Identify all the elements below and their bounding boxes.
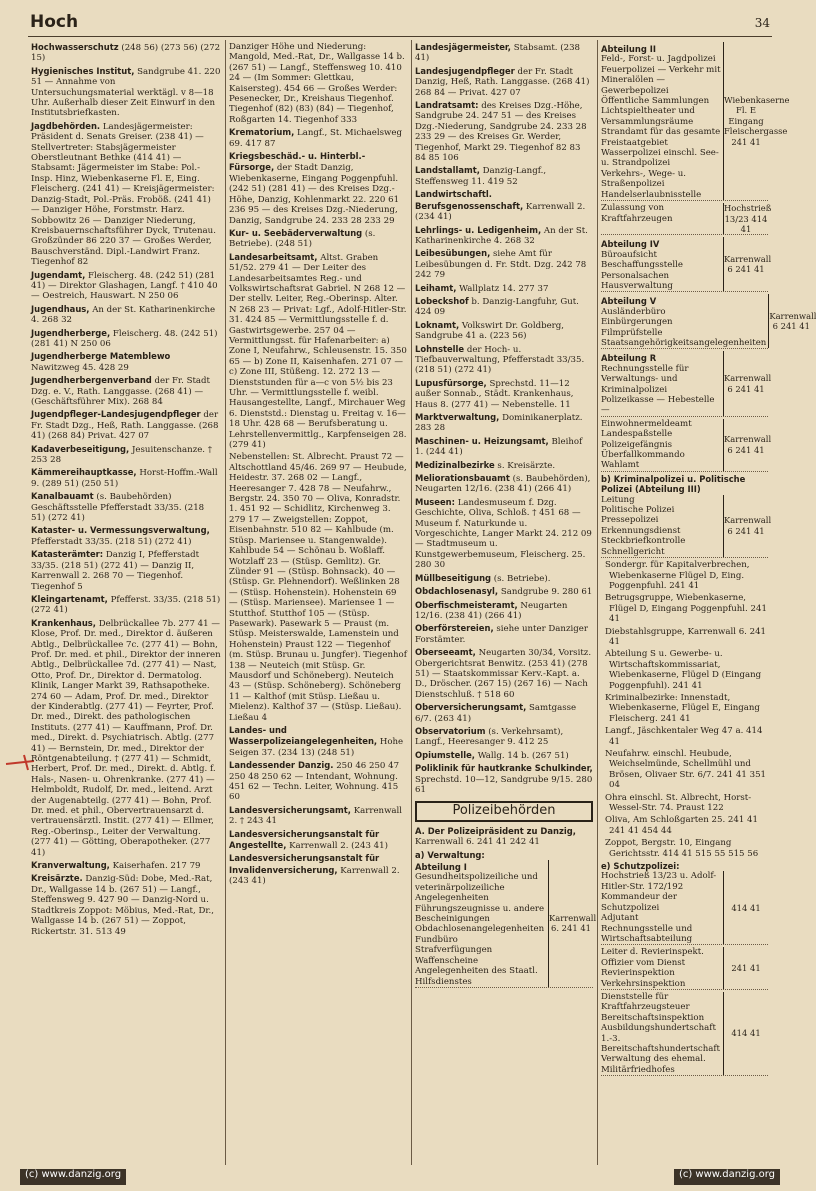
directory-entry — [415, 412, 593, 434]
column-3 — [412, 40, 598, 1165]
bracket-items — [601, 42, 724, 200]
kripo-entry: Langf., Jäschkentaler Weg 47 a. 414 41 — [605, 726, 763, 747]
entry-heading: Lobeckshof — [415, 295, 469, 306]
page-header — [30, 12, 770, 36]
group-item: Ausbildungshundertschaft — [601, 1023, 716, 1034]
entry-heading: Leihamt, — [415, 282, 457, 293]
police-intro — [415, 826, 593, 848]
bracket-items — [601, 203, 724, 234]
group-location: Karrenwall 6 241 41 — [724, 434, 772, 455]
directory-entry — [415, 750, 593, 761]
entry-text: Landesmuseum f. Dzg. Geschichte, Oliva, Schloß. † 451 68 — Museum f. Naturkunde u. Vorgeschichte, Langer Markt 24. 212 09 — Stadtmuseum u. Kunstgewerbemuseum, Fleischerg. 25. 280 30 — [415, 497, 592, 571]
directory-entry — [229, 252, 407, 451]
bracket-items — [601, 419, 724, 471]
group-location: Karrenwall 6 241 41 — [724, 515, 772, 536]
group-item: Gewerbepolizei — [601, 85, 669, 96]
entry-heading: Kanalbauamt — [31, 491, 94, 502]
entry-text: der Hoch- u. Tiefbauverwaltung, Pfefferstadt 33/35. (218 51) (272 41) — [415, 344, 585, 376]
directory-entry — [415, 100, 593, 163]
group-item: Polizeikasse — Hebestelle — — [601, 395, 715, 416]
bracket-items — [601, 871, 724, 944]
group-location: Karrenwall 6 241 41 — [769, 310, 816, 332]
entry-text: (s. Betriebe). (248 51) — [229, 228, 376, 250]
group-item: Leiter d. Revierinspekt. — [601, 947, 704, 958]
entry-text: Sprechstd. 11—12 außer Sonnab., Städt. Krankenhaus, Haus 8. (277 41) — Nebenstelle. 11 — [415, 378, 574, 410]
footer-right: (c) www.danzig.org — [674, 1169, 780, 1185]
directory-entry — [229, 853, 407, 886]
entry-text: Danzig I, Pfefferstadt 33/35. (218 51) (272 41) — Danzig II, Karrenwall 2. 268 70 — Tiegenhof. Tiegenhof 5 — [31, 550, 200, 592]
entry-heading: Lohnstelle — [415, 343, 465, 354]
entry-text: Hohe Seigen 37. (234 13) (248 51) — [229, 737, 404, 758]
group-item: Gesundheitspolizeiliche und veterinärpolizeiliche Angelegenheiten — [415, 872, 538, 904]
entry-text: Nawitzweg 45. 428 29 — [31, 362, 129, 373]
group-item: Obdachlosenangelegenheiten — [415, 924, 545, 935]
entry-heading: Obdachlosenasyl, — [415, 586, 499, 597]
bracket-group — [415, 860, 597, 988]
group-item: Erkennungsdienst — [601, 525, 681, 536]
entry-heading: Kleingartenamt, — [31, 593, 108, 604]
directory-entry — [415, 600, 593, 622]
group-item: Offizier vom Dienst — [601, 957, 686, 968]
directory-entry — [415, 436, 593, 458]
entry-text: Horst-Hoffm.-Wall 9. (289 51) (250 51) — [31, 468, 218, 489]
group-location: Karrenwall 6 241 41 — [724, 373, 772, 394]
entry-text: Kaiserhafen. 217 79 — [112, 861, 201, 872]
entry-text: Karrenwall 2. (234 41) — [415, 201, 586, 223]
directory-entry — [31, 121, 221, 268]
directory-entry — [415, 378, 593, 410]
entry-text: 250 46 250 47 250 48 250 62 — Intendant, Wohnung. 451 62 — Techn. Leiter, Wohnung. 415 60 — [229, 761, 400, 803]
bracket-group — [601, 42, 790, 201]
group-item: Strafverfügungen — [415, 945, 493, 956]
entry-heading: Landwirtschaftl. Berufsgenossenschaft, — [415, 189, 524, 211]
group-location: Hochstrieß 13/23 414 41 — [724, 203, 772, 234]
entry-text: Bleihof 1. (244 41) — [415, 436, 583, 458]
entry-heading: Müllbeseitigung — [415, 572, 492, 583]
entry-heading: Landesversicherungsamt, — [229, 804, 351, 815]
entry-heading: Lehrlings- u. Ledigenheim, — [415, 224, 542, 235]
entry-text: Neugarten 12/16. (238 41) (266 41) — [415, 600, 568, 621]
entry-heading: Leibesübungen, — [415, 248, 491, 259]
group-item: Verkehrs-, Wege- u. Straßenpolizei — [601, 168, 687, 190]
police-intro-heading: A. Der Polizeipräsident zu Danzig, — [415, 825, 576, 836]
entry-text: Sandgrube 9. 280 61 — [500, 587, 593, 598]
entry-text: Samtgasse 6/7. (263 41) — [415, 703, 577, 724]
group-item: Feuerpolizei — Verkehr mit Mineralölen — — [601, 64, 721, 86]
entry-text: Danzig-Süd: Dobe, Med.-Rat, Dr., Wallgasse 14 b. (267 51) — Langf., Steffensweg 9. 427 90 — Danzig-Nord u. Stadtkreis Zoppot: Möbius, Med.-Rat, Dr., Wallgasse 14 b. (267 51) — Zoppot, Rickertstr. 31. 513 49 — [31, 874, 214, 937]
entry-text: (s. Betriebe). — [493, 573, 551, 584]
entry-text: siehe Amt für Leibesübungen d. Fr. Stdt. Dzg. 242 78 242 79 — [415, 249, 587, 281]
group-item: Überfallkommando — [601, 450, 685, 461]
entry-text: (s. Baubehörden) Geschäftsstelle Pfefferstadt 33/35. (218 51) (272 41) — [31, 492, 205, 524]
entry-text: der Fr. Stadt Dzg., Heß, Rath. Langgasse. (268 41) (268 84) Privat. 427 07 — [31, 410, 219, 442]
group-title: Abteilung R — [601, 353, 657, 364]
entry-text: Neugarten 30/34, Vorsitz. Obergerichtsrat Benwitz. (253 41) (278 51) — Staatskommissar Kerv.-Kapt. a. D., Dröscher. (267 15) (267 16) — Nach Dienstschluß. † 518 60 — [415, 648, 592, 700]
police-subsection: a) Verwaltung: — [415, 849, 485, 860]
entry-heading: Oberversicherungsamt, — [415, 702, 527, 713]
entry-text: Karrenwall 2. † 243 41 — [229, 805, 403, 827]
bracket-group — [601, 237, 772, 292]
schupo-heading: e) Schutzpolizei: — [601, 861, 680, 872]
group-item: Verkehrsinspektion — [601, 978, 686, 989]
directory-entry — [415, 296, 593, 318]
entry-heading: Maschinen- u. Heizungsamt, — [415, 435, 549, 446]
group-title: Abteilung II — [601, 44, 656, 54]
header-rule — [28, 36, 772, 37]
entry-text: Jesuitenschanze. † 253 28 — [31, 444, 213, 466]
entry-heading: Landesarbeitsamt, — [229, 251, 318, 262]
entry-heading: Landesjugendpfleger — [415, 65, 515, 76]
directory-entry — [31, 328, 221, 350]
directory-entry — [415, 623, 593, 645]
entry-text: b. Danzig-Langfuhr, Gut. 424 09 — [415, 296, 579, 318]
entry-heading: Katasterämter: — [31, 549, 104, 560]
entry-text: (s. Baubehörden), Neugarten 12/16. (238 41) (266 41) — [415, 474, 591, 495]
bracket-group — [601, 992, 768, 1076]
entry-text: An der St. Katharinenkirche 4. 268 32 — [415, 225, 588, 246]
directory-entry — [31, 304, 221, 326]
directory-entry — [415, 726, 593, 748]
kripo-entry: Neufahrw. einschl. Heubude, Weichselmünde, Schellmühl und Brösen, Olivaer Str. 6/7. 241 41 351 04 — [605, 749, 767, 791]
group-item: Landespaßstelle — [601, 429, 673, 440]
group-title: Abteilung IV — [601, 239, 660, 250]
entry-heading: Hochwasserschutz — [31, 42, 119, 52]
group-item: Fundbüro — [415, 934, 458, 945]
entry-text: Danziger Höhe und Niederung: Mangold, Med.-Rat, Dr., Wallgasse 14 b. (267 51) — Langf., Steffensweg 10. 410 24 — (Im Sommer: Glettkau, Kaisersteg). 454 66 — Großes Werder: Pesenecker, Dr., Kreishaus Tiegenhof. Tiegenhof (82) (83) (84) — Tiegenhof, Roßgarten 14. Tiegenhof 333 — [229, 42, 405, 125]
entry-heading: Landes- und Wasserpolizeiangelegenheiten, — [229, 725, 378, 747]
entry-heading: Kataster- u. Vermessungsverwaltung, — [31, 525, 210, 536]
entry-text: siehe unter Danziger Forstämter. — [415, 624, 588, 645]
group-item: Staatsangehörigkeitsangelegenheiten — [601, 337, 767, 348]
entry-heading: Jugendpfleger-Landesjugendpfleger — [31, 409, 201, 420]
entry-text: Langf., St. Michaelsweg 69. 417 87 — [229, 128, 402, 149]
entry-text: Pfefferst. 33/35. (218 51) (272 41) — [31, 594, 221, 616]
group-item: Hausverwaltung — [601, 280, 673, 291]
entry-text: Nebenstellen: St. Albrecht. Praust 72 — Altschottland 45/46. 269 97 — Heubude, Heidestr. 37. 268 02 — Langf., Heeresanger 7. 428 78 — Neufahrw., Bergstr. 24. 350 70 — Oliva, Konradstr. 1. 451 92 — Schidlitz, Kirchenweg 3. 279 17 — Zweigstellen: Zoppot, Eisenbahnstr. 510 82 — Kahlbude (m. Stüsp. Mariensee u. Stangenwalde). Kahlbude 54 — Schönau b. Woßlaff. Wotzlaff 23 — (Stüsp. Gemlitz). Gr. Zünder 91 — (Stüsp. Bohnsack). 40 — (Stüsp. Gr. Plehnendorf). Weßlinken 28 — (Stüsp. Hohenstein). Hohenstein 69 — (Stüsp. Mariensee). Mariensee 1 — Stutthof. Stutthof 105 — (Stüsp. Pasewark). Pasewark 5 — Praust (m. Stüsp. Meisterswalde, Lamenstein und Hohenstein) Praust 122 — Tiegenhof (m. Stüsp. Brunau u. Jungfer). Tiegenhof 138 — Neuteich (mit Stüsp. Gr. Mausdorf und Schöneberg). Neuteich 43 — (Stüsp. Schöneberg). Schöneberg 11 — Kalthof (mit Stüsp. Ließau u. Mielenz). Kalthof 37 — (Stüsp. Ließau). Ließau 4 — [229, 452, 407, 723]
directory-entry — [31, 467, 221, 489]
directory-entry — [31, 549, 221, 592]
kripo-entry: Abteilung S u. Gewerbe- u. Wirtschaftskommissariat, Wiebenkaserne, Flügel D (Eingang Poggenpfuhl). 241 41 — [605, 649, 762, 691]
entry-text: Fleischerg. 48. (242 51) (281 41) N 250 06 — [31, 328, 218, 349]
group-item: Leitung — [601, 494, 635, 505]
group-item: Schnellgericht — [601, 546, 665, 557]
footer-left: (c) www.danzig.org — [20, 1169, 126, 1185]
directory-entry — [415, 573, 593, 584]
entry-text: (s. Verkehrsamt), Langf., Heeresanger 9. 412 25 — [415, 726, 564, 748]
bracket-group — [601, 871, 768, 945]
entry-text: Volkswirt Dr. Goldberg, Sandgrube 41 a. (223 56) — [415, 320, 565, 342]
directory-entry — [31, 525, 221, 547]
bracket-items — [601, 992, 724, 1075]
entry-heading: Kranverwaltung, — [31, 860, 110, 871]
entry-heading: Hygienisches Institut, — [31, 65, 135, 76]
entry-heading: Jugendherberge Matemblewo — [31, 351, 171, 362]
entry-text: Delbrückallee 7b. 277 41 — Klose, Prof. Dr. med., Direktor d. äußeren Abtlg., Delbrückallee 7c. (277 41) — Bohn, Prof. Dr. med. et phil., Direktor der inneren Abtlg., Delbrückallee 7d. (277 41) — Nast, Otto, Prof. Dr., Direktor d. Dermatolog. Klinik, Langer Markt 39, Rathsapotheke. 274 60 — Adam, Prof. Dr. med., Direktor der Kinderabtlg. (277 41) — Feyrter, Prof. Dr. med., Direkt. des pathologischen Instituts. (277 41) — Kauffmann, Prof. Dr. med., Direkt. d. Psychiatrisch. Abtlg. (277 41) — Bernstein, Dr. med., Direktor der Röntgenabteilung. † (277 41) — Schmidt, Herbert, Prof. Dr. med., Direkt. d. Abtlg. f. Hals-, Nasen- u. Ohrenkranke. (277 41) — Helmboldt, Rudolf, Dr. med., leitend. Arzt der Augenabteilg. (277 41) — Bohn, Prof. Dr. med. et phil., Obervertrauensarzt d. vertrauensärztl. Instit. (277 41) — Ellmer, Reg.-Oberinsp., Leiter der Verwaltung. (277 41) — Götting, Oberapotheker. (277 41) — [31, 618, 221, 858]
entry-heading: Jugendherberge, — [31, 327, 111, 338]
bracket-items — [601, 351, 724, 415]
directory-entry — [415, 763, 593, 795]
entry-heading: Kreisärzte. — [31, 873, 83, 884]
bracket-group — [601, 203, 772, 235]
directory-entry — [31, 491, 221, 523]
group-item: Zulassung von Kraftfahrzeugen — [601, 203, 673, 224]
entry-heading: Oberfischmeisteramt, — [415, 599, 518, 610]
entry-heading: Krematorium, — [229, 127, 295, 138]
entry-text: Pfefferstadt 33/35. (218 51) (272 41) — [31, 536, 192, 547]
entry-text: Karrenwall 2. (243 41) — [229, 865, 400, 887]
entry-heading: Meliorationsbauamt — [415, 473, 510, 484]
directory-entry — [31, 409, 221, 441]
group-item: Beschaffungsstelle — [601, 260, 683, 271]
directory-entry — [415, 586, 593, 597]
entry-text: Sprechstd. 10—12, Sandgrube 9/15. 280 61 — [415, 774, 593, 795]
entry-text: Danzig-Langf., Steffensweg 11. 419 52 — [415, 166, 547, 187]
entry-heading: Kadaverbeseitigung, — [31, 443, 130, 454]
kripo-entry: Sondergr. für Kapitalverbrechen, Wiebenkaserne Flügel D, Eing. Poggenpfuhl. 241 41 — [605, 560, 750, 591]
directory-entry — [415, 320, 593, 342]
group-item: Filmprüfstelle — [601, 327, 663, 338]
directory-entry — [415, 702, 593, 724]
directory-entry — [31, 594, 221, 616]
directory-entry — [31, 860, 221, 871]
directory-entry — [31, 42, 221, 64]
directory-entry — [229, 805, 407, 827]
entry-text: der Fr. Stadt Dzg. e. V., Rath. Langgasse. (268 41) — (Geschäftsführer Mix). 268 84 — [31, 376, 210, 407]
entry-heading: Museen: — [415, 496, 455, 507]
group-location: Wiebenkaserne Fl. E Eingang Fleischergasse 241 41 — [724, 95, 790, 147]
directory-entry — [415, 497, 593, 571]
group-item: Revierinspektion — [601, 968, 675, 979]
entry-text: Fleischerg. 48. (242 51) (281 41) — Direktor Glashagen, Langf. † 410 40 — Oestreich, Hauswart. N 250 06 — [31, 270, 218, 302]
bracket-items — [601, 947, 724, 989]
entry-text: Landesjägermeister: Präsident d. Senats Greiser. (238 41) — Stellvertreter: Stabsjägermeister Oberstleutnant Bethke (414 41) — Stabsamt: Jägermeister im Stabe: Pol.-Insp. Hinz, Wiebenkaserne Fl. E, Eing. Fleischerg. (241 41) — Kreisjägermeister: Danzig-Stadt, Pol.-Präs. Froböß. (241 41) — Danziger Höhe, Forstmstr. Harz. Sobbowitz 26 — Danziger Niederung, Kreisbauernschaftsführer Dyck, Trutenau. Großzünder 86 220 37 — Großes Werder, Bauschverständ. Dipl.-Landwirt Franz. Tiegenhof 82 — [31, 121, 216, 268]
entry-text: Stabsamt. (238 41) — [415, 43, 581, 64]
entry-heading: Kriegsbeschäd.- u. Hinterbl.-Fürsorge, — [229, 151, 366, 173]
entry-text: An der St. Katharinenkirche 4. 268 32 — [31, 304, 216, 326]
kripo-entry: Zoppot, Bergstr. 10, Eingang Gerichtsstr. 414 41 515 55 515 56 — [605, 838, 759, 859]
group-item: Wahlamt — [601, 460, 640, 471]
directory-entry — [415, 344, 593, 376]
group-item: Verwaltung des ehemal. Militärfriedhofes — [601, 1054, 706, 1075]
entry-text: der Stadt Danzig, Wiebenkaserne, Eingang Poggenpfuhl. (242 51) (281 41) — des Kreises Dzg.-Höhe, Danzig, Kohlenmarkt 22. 220 61 236 95 — des Kreises Dzg.-Niederung, Danzig, Sandgrube 24. 233 28 233 29 — [229, 163, 400, 226]
group-item: Steckbriefkontrolle — [601, 536, 686, 547]
entry-heading: Medizinalbezirke — [415, 459, 495, 470]
group-item: Angelegenheiten des Staatl. Hilfsdienstes — [415, 966, 538, 987]
group-item: Rechnungsstelle und Wirtschaftsabteilung — [601, 923, 693, 944]
column-1 — [28, 40, 226, 1165]
entry-heading: Marktverwaltung, — [415, 412, 500, 422]
group-item: Waffenscheine — [415, 955, 479, 966]
bracket-group — [601, 947, 768, 990]
group-item: Lichtspieltheater und Versammlungsräume — [601, 106, 695, 127]
entry-heading: Lupusfürsorge, — [415, 377, 487, 388]
kripo-entry: Oliva, Am Schloßgarten 25. 241 41 241 41 454 44 — [605, 815, 758, 836]
directory-entry — [415, 473, 593, 495]
entry-heading: Landesversicherungsanstalt für Angestellte, — [229, 828, 380, 851]
kripo-entry: Diebstahlsgruppe, Karrenwall 6. 241 41 — [605, 626, 767, 647]
group-item: Polizeigefängnis — [601, 439, 673, 450]
entry-text: des Kreises Dzg.-Höhe, Sandgrube 24. 247 51 — des Kreises Dzg.-Niederung, Sandgrube 24. 233 28 233 29 — des Kreises Gr. Werder, Tiegenhof, Markt 29. Tiegenhof 82 83 84 85 106 — [415, 101, 587, 164]
entry-heading: Landesjägermeister, — [415, 42, 511, 52]
entry-heading: Poliklinik für hautkranke Schulkinder, — [415, 763, 593, 774]
page-number: 34 — [754, 16, 770, 30]
group-item: Ausländerbüro — [601, 306, 666, 317]
entry-heading: Oberseeamt, — [415, 647, 476, 658]
entry-text: der Fr. Stadt Danzig, Heß, Rath. Langgasse. (268 41) 268 84 — Privat. 427 07 — [415, 66, 590, 98]
bracket-group — [601, 418, 772, 472]
group-location: 241 41 — [731, 962, 761, 973]
group-title: Abteilung V — [601, 296, 657, 307]
group-item: Dienststelle für Kraftfahrzeugsteuer — [601, 991, 690, 1013]
directory-entry — [31, 873, 221, 936]
directory-entry — [415, 283, 593, 294]
entry-heading: Oberförstereien, — [415, 623, 494, 634]
entry-heading: Landesversicherungsanstalt für Invalidenversicherung, — [229, 853, 380, 875]
directory-entry — [229, 127, 407, 149]
entry-heading: Landratsamt: — [415, 100, 479, 111]
group-item: Bereitschaftsinspektion — [601, 1012, 705, 1023]
group-item: Einbürgerungen — [601, 317, 673, 328]
bracket-group — [601, 294, 816, 349]
directory-entry — [415, 225, 593, 247]
entry-text: Altst. Graben 51/52. 279 41 — Der Leiter des Landesarbeitsamtes Reg.- und Volkswirtschaftsrat Gabriel. N 268 12 — Der stellv. Leiter, Reg.-Oberinsp. Alter. N 268 23 — Privat: Lgf., Adolf-Hitler-Str. 31. 424 85 — Vermittlungsstelle f. d. Gastwirtsgewerbe. 257 04 — Vermittlungsst. für Hafenarbeiter: a) Zone I, Neufahrw., Schleusenstr. 15. 350 65 — b) Zone II, Kaisenhafen. 271 07 — c) Zone III, Stüßeng. 12. 272 13 — Dienststunden für a—c von 5½ bis 23 Uhr. — Vermittlungsstelle f. weibl. Hausangestellte, Langf., Mirchauer Weg 6. Dienststd.: Dienstag u. Freitag v. 16—18 Uhr. 428 68 — Berufsberatung u. Lehrstellenvermittlg., Karpfenseigen 28. (279 41) — [229, 252, 407, 451]
entry-heading: Loknamt, — [415, 319, 460, 330]
group-item: Strandamt für das gesamte Freistaatgebiet — [601, 127, 721, 148]
directory-entry — [229, 829, 407, 852]
entry-text: Dominikanerplatz. 283 28 — [415, 413, 583, 434]
directory-entry — [229, 760, 407, 803]
column-4 — [598, 40, 816, 1165]
entry-heading: Kämmereihauptkasse, — [31, 467, 137, 478]
group-location: Karrenwall 6 241 41 — [724, 253, 772, 275]
group-item: Führungszeugnisse u. andere Bescheinigungen — [415, 903, 545, 925]
entry-heading: Jagdbehörden. — [31, 120, 101, 131]
directory-entry — [229, 228, 407, 250]
directory-entry — [31, 444, 221, 466]
bracket-items — [415, 860, 549, 987]
entry-heading: Jugendherbergenverband — [31, 375, 152, 386]
directory-entry — [415, 647, 593, 700]
group-item: Feld-, Forst- u. Jagdpolizei — [601, 54, 716, 65]
entry-heading: Kur- u. Seebäderverwaltung — [229, 227, 363, 238]
group-item: Hochstrieß 13/23 u. Adolf-Hitler-Str. 172/192 — [601, 871, 717, 892]
group-title: Abteilung I — [415, 862, 467, 873]
group-location: 414 41 — [731, 902, 761, 913]
entry-text: (248 56) (273 56) (272 15) — [31, 43, 221, 64]
group-item: Rechnungsstelle für Verwaltungs- und Kriminalpolizei — [601, 363, 689, 395]
directory-entry — [229, 452, 407, 723]
footer — [20, 1169, 780, 1185]
group-item: Wasserpolizei einschl. See- u. Strandpolizei — [601, 148, 719, 169]
directory-entry — [31, 270, 221, 302]
directory-entry — [31, 618, 221, 858]
entry-heading: Observatorium — [415, 725, 486, 736]
entry-heading: Jugendhaus, — [31, 303, 90, 314]
police-section-heading: Polizeibehörden — [415, 801, 593, 821]
directory-entry — [229, 725, 407, 758]
group-location: Karrenwall 6. 241 41 — [549, 913, 597, 934]
group-item: Einwohnermeldeamt — [601, 418, 692, 429]
group-item: Büroaufsicht — [601, 249, 657, 260]
bracket-items — [601, 495, 724, 557]
directory-entry — [31, 66, 221, 119]
directory-entry — [229, 42, 407, 125]
group-item: Handelserlaubnisstelle — [601, 189, 702, 200]
directory-columns — [28, 40, 816, 1165]
entry-text: Wallplatz 14. 277 37 — [459, 283, 549, 294]
entry-heading: Landstallamt, — [415, 165, 480, 176]
directory-entry — [415, 66, 593, 98]
directory-entry — [415, 460, 593, 471]
group-item: Personalsachen — [601, 270, 670, 281]
group-item: Politische Polizei — [601, 505, 675, 516]
bracket-items — [601, 237, 724, 291]
bracket-items — [601, 294, 769, 348]
kripo-entry: Ohra einschl. St. Albrecht, Horst-Wessel-Str. 74. Praust 122 — [605, 792, 752, 814]
group-item: 1.-3. Bereitschaftshundertschaft — [601, 1033, 720, 1054]
directory-entry — [415, 42, 593, 64]
group-item: Adjutant — [601, 913, 639, 924]
page-title: Hoch — [30, 12, 79, 32]
column-2 — [226, 40, 412, 1165]
group-item: Öffentliche Sammlungen — [601, 96, 710, 107]
directory-entry — [229, 151, 407, 226]
directory-entry — [415, 248, 593, 280]
directory-entry — [415, 165, 593, 187]
entry-text: Karrenwall 2. (243 41) — [289, 841, 388, 852]
police-intro-text: Karrenwall 6. 241 41 242 41 — [415, 837, 540, 848]
entry-text: Wallg. 14 b. (267 51) — [477, 750, 569, 761]
directory-entry — [31, 375, 221, 407]
entry-text: Sandgrube 41. 220 51 — Annahme von Untersuchungsmaterial werktägl. v 8—18 Uhr. Außerhalb dieser Zeit Einwurf in den Institutsbriefkasten. — [31, 66, 221, 119]
entry-heading: Opiumstelle, — [415, 749, 475, 760]
bracket-group — [601, 351, 772, 416]
entry-heading: Jugendamt, — [31, 269, 86, 280]
directory-entry — [31, 351, 221, 373]
group-location: 414 41 — [731, 1028, 761, 1039]
kripo-entry: Betrugsgruppe, Wiebenkaserne, Flügel D, Eingang Poggenpfuhl. 241 41 — [605, 593, 767, 625]
directory-entry — [415, 189, 593, 222]
group-item: Kommandeur der Schutzpolizei — [601, 892, 677, 913]
entry-text: s. Kreisärzte. — [497, 460, 556, 471]
entry-heading: Landessender Danzig. — [229, 760, 334, 771]
entry-heading: Krankenhaus, — [31, 617, 96, 628]
kripo-heading: b) Kriminalpolizei u. Politische Polizei (Abteilung III) — [601, 473, 746, 495]
group-item: Pressepolizei — [601, 515, 659, 526]
bracket-group — [601, 494, 772, 558]
kripo-entry: Kriminalbezirke: Innenstadt, Wiebenkaserne, Flügel E, Eingang Fleischerg. 241 41 — [605, 692, 760, 724]
